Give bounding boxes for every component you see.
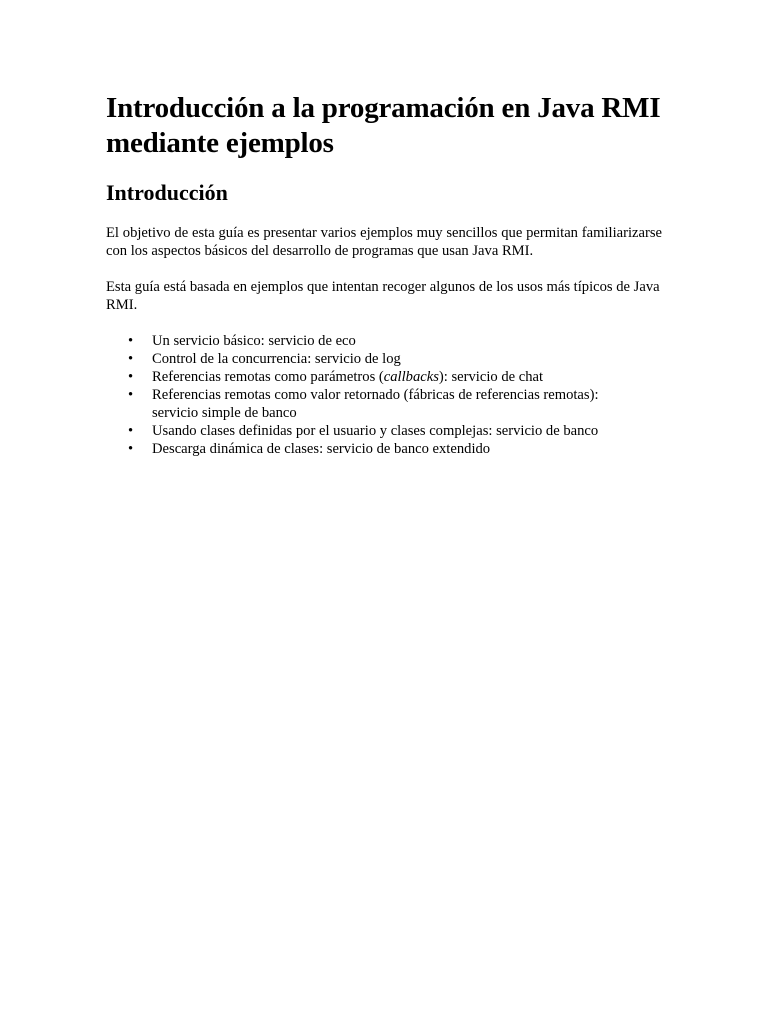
list-item-text-end: ): servicio de chat <box>438 369 544 385</box>
list-item-emphasis: callbacks <box>383 369 439 385</box>
bullet-icon: • <box>128 351 134 367</box>
list-item <box>106 386 662 422</box>
list-item-text: Descarga dinámica de clases: servicio de banco extendido <box>152 441 491 457</box>
list-item <box>106 332 662 350</box>
list-item-text: Referencias remotas como valor retornado (fábricas de referencias remotas): servicio simple de banco <box>152 387 599 421</box>
list-item-text: Usando clases definidas por el usuario y clases complejas: servicio de banco <box>152 423 599 439</box>
bullet-icon: • <box>128 369 134 385</box>
list-item-text-start: Referencias remotas como parámetros ( <box>152 369 384 385</box>
bullet-icon: • <box>128 423 134 439</box>
list-item-text: Control de la concurrencia: servicio de log <box>152 351 401 367</box>
scope-paragraph: Esta guía está basada en ejemplos que intentan recoger algunos de los usos más típicos de Java RMI. <box>106 279 660 313</box>
list-item <box>106 440 662 458</box>
document-page <box>106 91 662 458</box>
list-item <box>106 350 662 368</box>
list-item <box>106 422 662 440</box>
section-heading: Introducción <box>106 180 228 205</box>
list-item-text: Un servicio básico: servicio de eco <box>152 333 356 349</box>
list-item <box>106 368 662 386</box>
bullet-icon: • <box>128 387 134 403</box>
document-title: Introducción a la programación en Java RMI mediante ejemplos <box>106 92 661 159</box>
bullet-icon: • <box>128 333 134 349</box>
bullet-icon: • <box>128 441 134 457</box>
intro-paragraph: El objetivo de esta guía es presentar varios ejemplos muy sencillos que permitan familiarizarse con los aspectos básicos del desarrollo de programas que usan Java RMI. <box>106 225 662 259</box>
examples-list <box>106 332 662 458</box>
